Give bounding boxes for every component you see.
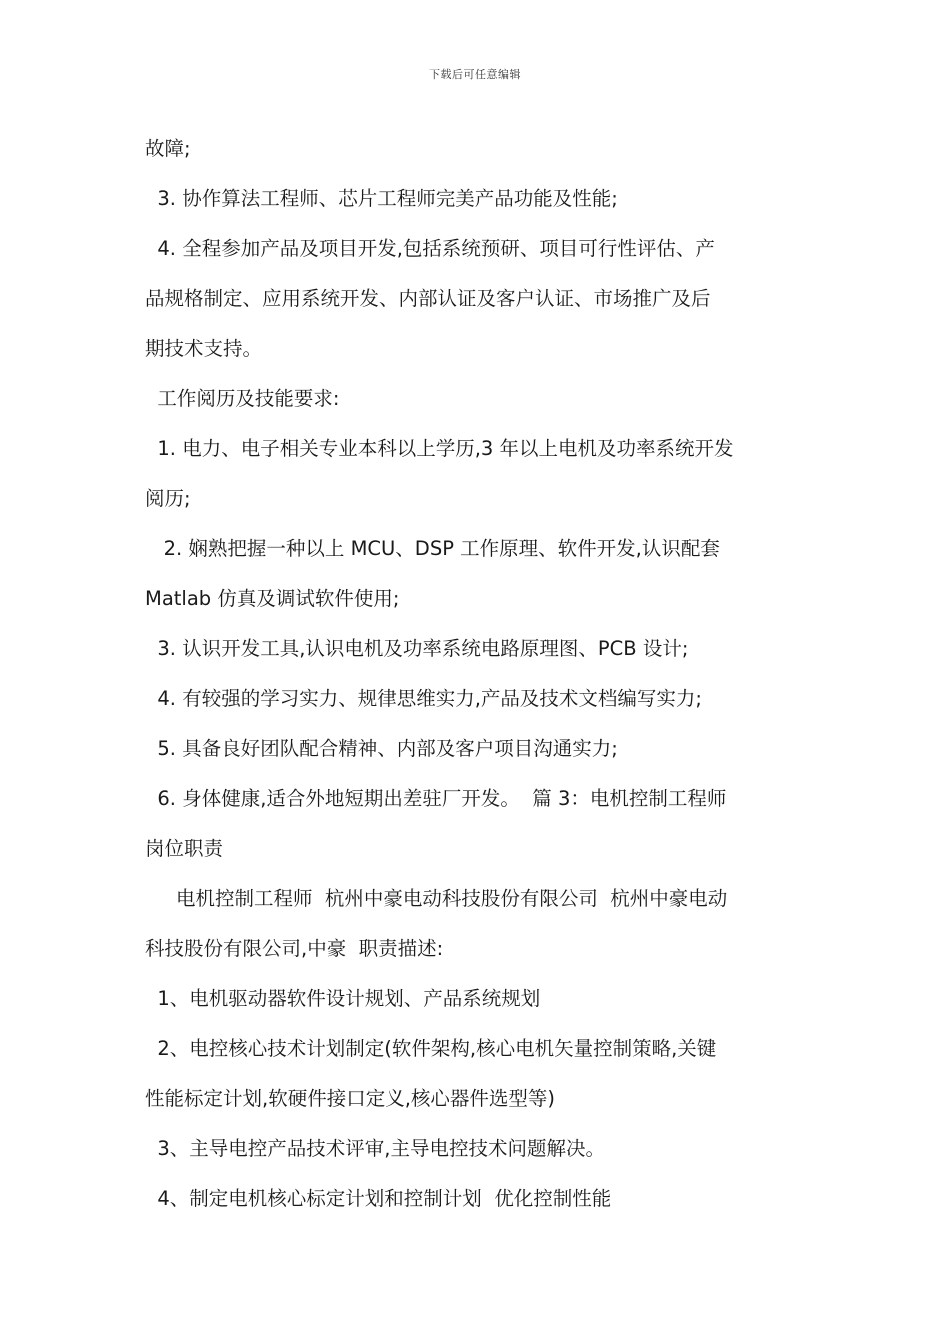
text-line: 阅历; [145, 487, 191, 510]
text-line: 5. 具备良好团队配合精神、内部及客户项目沟通实力; [145, 737, 618, 760]
text-line: 2. 娴熟把握一种以上 MCU、DSP 工作原理、软件开发,认识配套 [145, 537, 720, 560]
text-line: 性能标定计划,软硬件接口定义,核心器件选型等) [145, 1087, 556, 1110]
text-line: Matlab 仿真及调试软件使用; [145, 587, 400, 610]
text-line: 1. 电力、电子相关专业本科以上学历,3 年以上电机及功率系统开发 [145, 437, 734, 460]
text-line: 科技股份有限公司,中豪 职责描述: [145, 937, 444, 960]
section-heading: 工作阅历及技能要求: [145, 387, 340, 410]
text-line: 2、电控核心技术计划制定(软件架构,核心电机矢量控制策略,关键 [145, 1037, 717, 1060]
text-line: 期技术支持。 [145, 337, 263, 360]
text-line: 6. 身体健康,适合外地短期出差驻厂开发。 篇 3：电机控制工程师 [145, 787, 727, 810]
text-line: 1、电机驱动器软件设计规划、产品系统规划 [145, 987, 541, 1010]
text-line: 4、制定电机核心标定计划和控制计划 优化控制性能 [145, 1187, 612, 1210]
text-line: 4. 有较强的学习实力、规律思维实力,产品及技术文档编写实力; [145, 687, 702, 710]
text-line: 品规格制定、应用系统开发、内部认证及客户认证、市场推广及后 [145, 287, 711, 310]
text-line: 3. 协作算法工程师、芯片工程师完美产品功能及性能; [145, 187, 618, 210]
text-line: 3、主导电控产品技术评审,主导电控技术问题解决。 [145, 1137, 606, 1160]
document-body [145, 127, 807, 1227]
text-line: 岗位职责 [145, 837, 224, 860]
text-line: 电机控制工程师 杭州中豪电动科技股份有限公司 杭州中豪电动 [145, 887, 728, 910]
text-line: 3. 认识开发工具,认识电机及功率系统电路原理图、PCB 设计; [145, 637, 689, 660]
page-header: 下载后可任意编辑 [429, 68, 521, 81]
text-line: 故障; [145, 137, 191, 160]
text-line: 4. 全程参加产品及项目开发,包括系统预研、项目可行性评估、产 [145, 237, 715, 260]
